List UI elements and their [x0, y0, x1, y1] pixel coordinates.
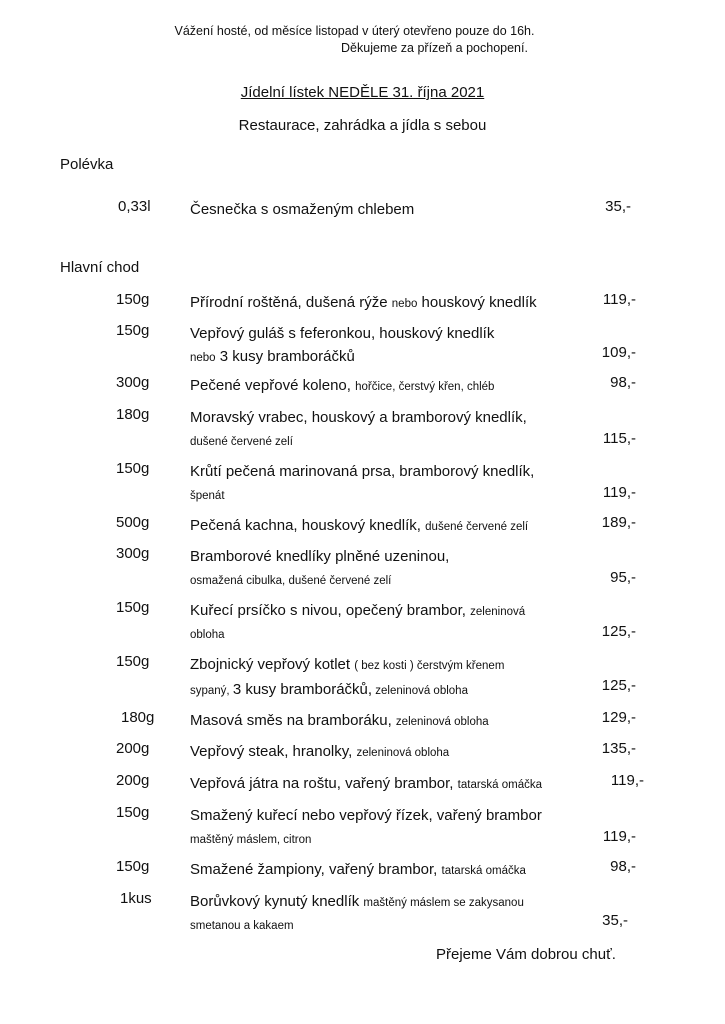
item-quantity: 150g	[116, 858, 150, 875]
item-quantity: 180g	[116, 406, 150, 423]
item-quantity: 0,33l	[118, 198, 151, 215]
section-soup-heading: Polévka	[60, 156, 114, 173]
section-main-heading: Hlavní chod	[60, 259, 140, 276]
item-quantity: 200g	[116, 740, 150, 757]
item-quantity: 150g	[116, 804, 150, 821]
item-name: Krůtí pečená marinovaná prsa, bramborový knedlík, špenát	[190, 463, 535, 502]
item-name: Bramborové knedlíky plněné uzeninou, osmažená cibulka, dušené červené zelí	[190, 548, 450, 587]
item-quantity: 150g	[116, 291, 150, 308]
notice-line-1: Vážení hosté, od měsíce listopad v úterý otevřeno pouze do 16h.	[174, 24, 535, 38]
item-name: Moravský vrabec, houskový a bramborový knedlík, dušené červené zelí	[190, 409, 527, 448]
item-price: 119,-	[602, 291, 636, 308]
item-quantity: 1kus	[120, 890, 152, 907]
item-price: 35,-	[602, 912, 628, 929]
menu-title: Jídelní lístek NEDĚLE 31. října 2021	[240, 84, 485, 101]
item-quantity: 180g	[121, 709, 155, 726]
item-price: 189,-	[601, 514, 636, 531]
item-price: 35,-	[605, 198, 631, 215]
notice-line-2: Děkujeme za přízeň a pochopení.	[341, 41, 528, 55]
item-quantity: 300g	[116, 374, 150, 391]
closing-wish: Přejeme Vám dobrou chuť.	[436, 946, 616, 963]
item-price: 115,-	[602, 430, 636, 447]
item-price: 119,-	[610, 772, 644, 789]
item-quantity: 150g	[116, 599, 150, 616]
item-name: Pečené vepřové koleno, hořčice, čerstvý křen, chléb	[190, 377, 495, 394]
item-name: Přírodní roštěná, dušená rýže nebo houskový knedlík	[190, 294, 537, 311]
item-price: 125,-	[601, 623, 636, 640]
item-name: Smažený kuřecí nebo vepřový řízek, vařený brambor maštěný máslem, citron	[190, 807, 542, 846]
item-price: 98,-	[610, 374, 636, 391]
item-name: Pečená kachna, houskový knedlík, dušené červené zelí	[190, 517, 529, 534]
item-price: 95,-	[610, 569, 636, 586]
item-name: Vepřový guláš s feferonkou, houskový knedlík nebo 3 kusy bramboráčků	[190, 325, 495, 365]
item-name: Vepřový steak, hranolky, zeleninová obloha	[190, 743, 450, 760]
item-price: 119,-	[602, 484, 636, 501]
item-price: 125,-	[601, 677, 636, 694]
item-name: Borůvkový kynutý knedlík maštěný máslem se zakysanou smetanou a kakaem	[190, 893, 524, 932]
item-name: Česnečka s osmaženým chlebem	[190, 201, 415, 218]
item-price: 109,-	[601, 344, 636, 361]
item-quantity: 300g	[116, 545, 150, 562]
item-price: 135,-	[601, 740, 636, 757]
menu-subtitle: Restaurace, zahrádka a jídla s sebou	[238, 117, 487, 134]
item-name: Vepřová játra na roštu, vařený brambor, tatarská omáčka	[190, 775, 543, 792]
item-quantity: 200g	[116, 772, 150, 789]
item-quantity: 150g	[116, 460, 150, 477]
item-quantity: 150g	[116, 653, 150, 670]
item-quantity: 150g	[116, 322, 150, 339]
item-name: Kuřecí prsíčko s nivou, opečený brambor, zeleninová obloha	[190, 602, 526, 641]
item-quantity: 500g	[116, 514, 150, 531]
item-price: 98,-	[610, 858, 636, 875]
item-price: 129,-	[601, 709, 636, 726]
item-name: Zbojnický vepřový kotlet ( bez kosti ) čerstvým křenem sypaný, 3 kusy bramboráčků, zeleninová obloha	[190, 656, 505, 698]
item-name: Masová směs na bramboráku, zeleninová obloha	[190, 712, 489, 729]
item-price: 119,-	[602, 828, 636, 845]
item-name: Smažené žampiony, vařený brambor, tatarská omáčka	[190, 861, 526, 878]
